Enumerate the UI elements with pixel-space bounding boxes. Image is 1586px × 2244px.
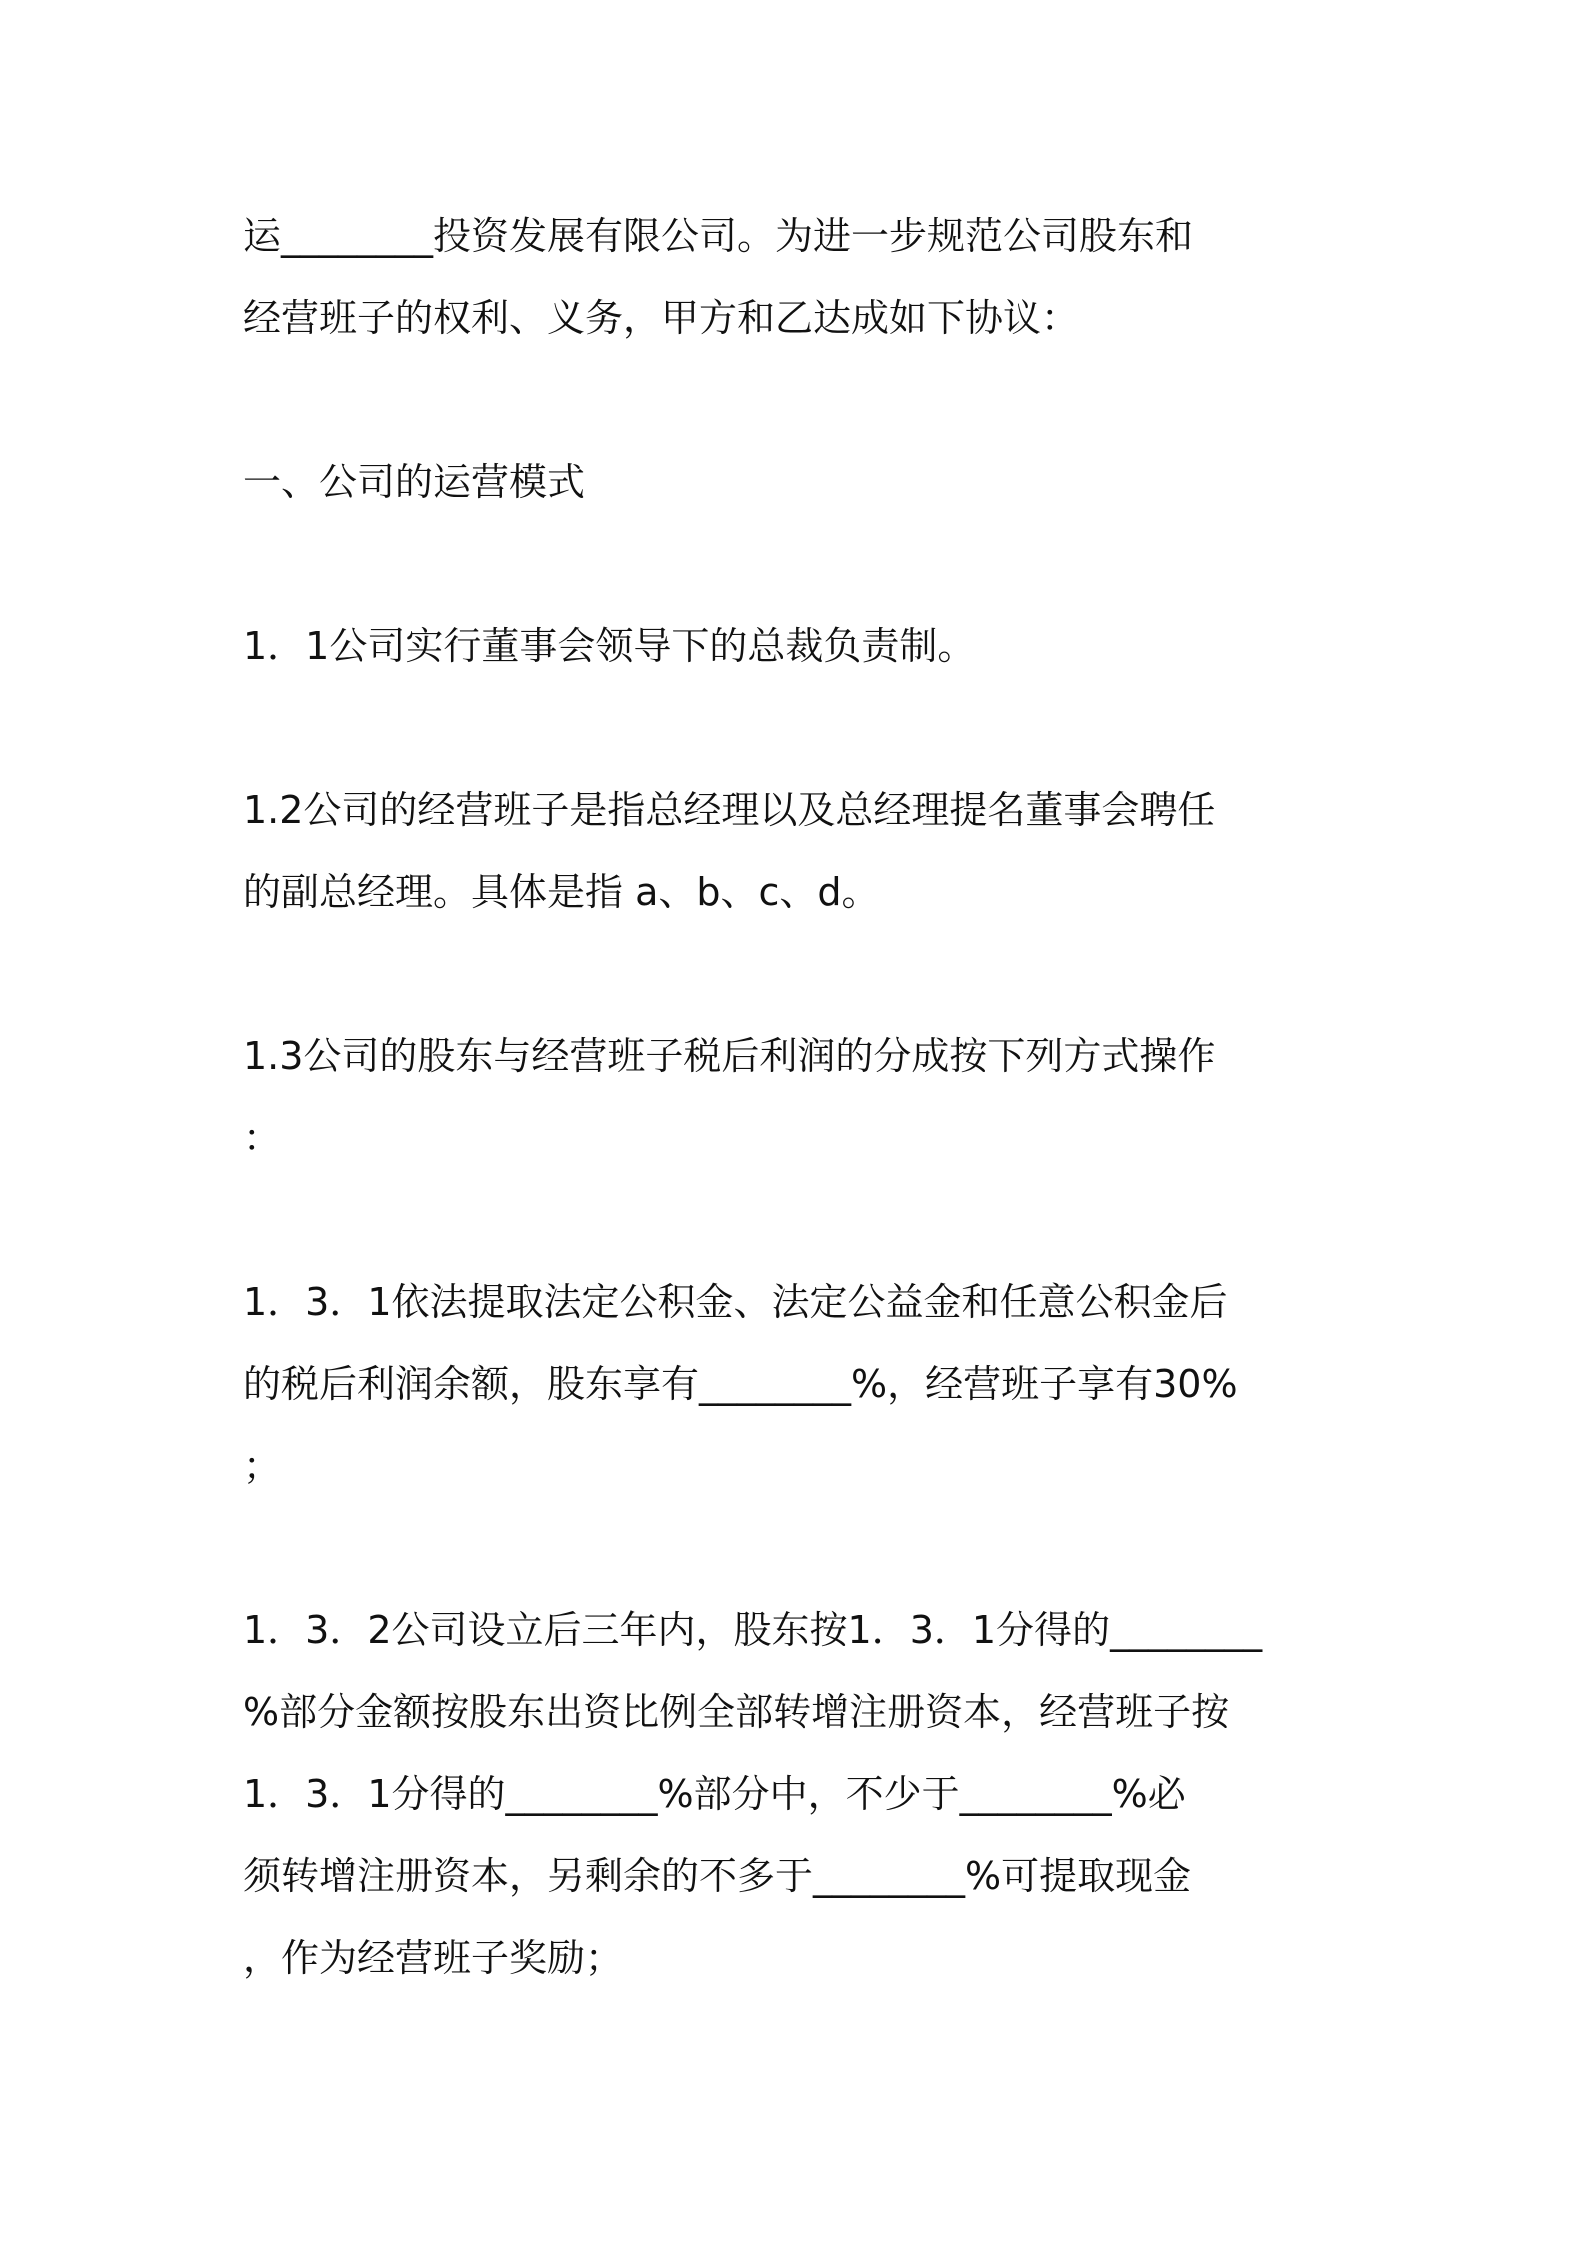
document-body (243, 195, 1353, 1999)
paragraph-gap (243, 933, 1353, 1015)
text-line: 1.3公司的股东与经营班子税后利润的分成按下列方式操作 (243, 1034, 1216, 1078)
paragraph-gap (243, 1179, 1353, 1261)
clause-1-3 (243, 1015, 1353, 1179)
paragraph-gap (243, 523, 1353, 605)
text-line: 的税后利润余额，股东享有________%，经营班子享有30% (243, 1362, 1238, 1406)
paragraph-gap (243, 359, 1353, 441)
text-line: 的副总经理。具体是指 a、b、c、d。 (243, 870, 880, 914)
text-line: 经营班子的权利、义务，甲方和乙达成如下协议： (243, 296, 1080, 340)
text-line: 1．1公司实行董事会领导下的总裁负责制。 (243, 624, 976, 668)
paragraph-gap (243, 687, 1353, 769)
text-line: 1．3．1分得的________%部分中，不少于________%必 (243, 1772, 1186, 1816)
text-line: ，作为经营班子奖励； (243, 1936, 624, 1980)
clause-1-2 (243, 769, 1353, 933)
text-line: 1.2公司的经营班子是指总经理以及总经理提名董事会聘任 (243, 788, 1216, 832)
text-line: 1．3．1依法提取法定公积金、法定公益金和任意公积金后 (243, 1280, 1228, 1324)
text-line: 1．3．2公司设立后三年内，股东按1．3．1分得的________ (243, 1608, 1263, 1652)
section-heading (243, 441, 1353, 523)
text-line: 须转增注册资本，另剩余的不多于________%可提取现金 (243, 1854, 1192, 1898)
clause-1-3-1 (243, 1261, 1353, 1507)
paragraph-gap (243, 1507, 1353, 1589)
clause-1-3-2 (243, 1589, 1353, 1999)
text-line: 运________投资发展有限公司。为进一步规范公司股东和 (243, 214, 1194, 258)
text-line: ： (243, 1116, 282, 1160)
text-line: ； (243, 1444, 282, 1488)
text-line: 一、公司的运营模式 (243, 460, 586, 504)
paragraph-intro (243, 195, 1353, 359)
clause-1-1 (243, 605, 1353, 687)
text-line: %部分金额按股东出资比例全部转增注册资本，经营班子按 (243, 1690, 1230, 1734)
